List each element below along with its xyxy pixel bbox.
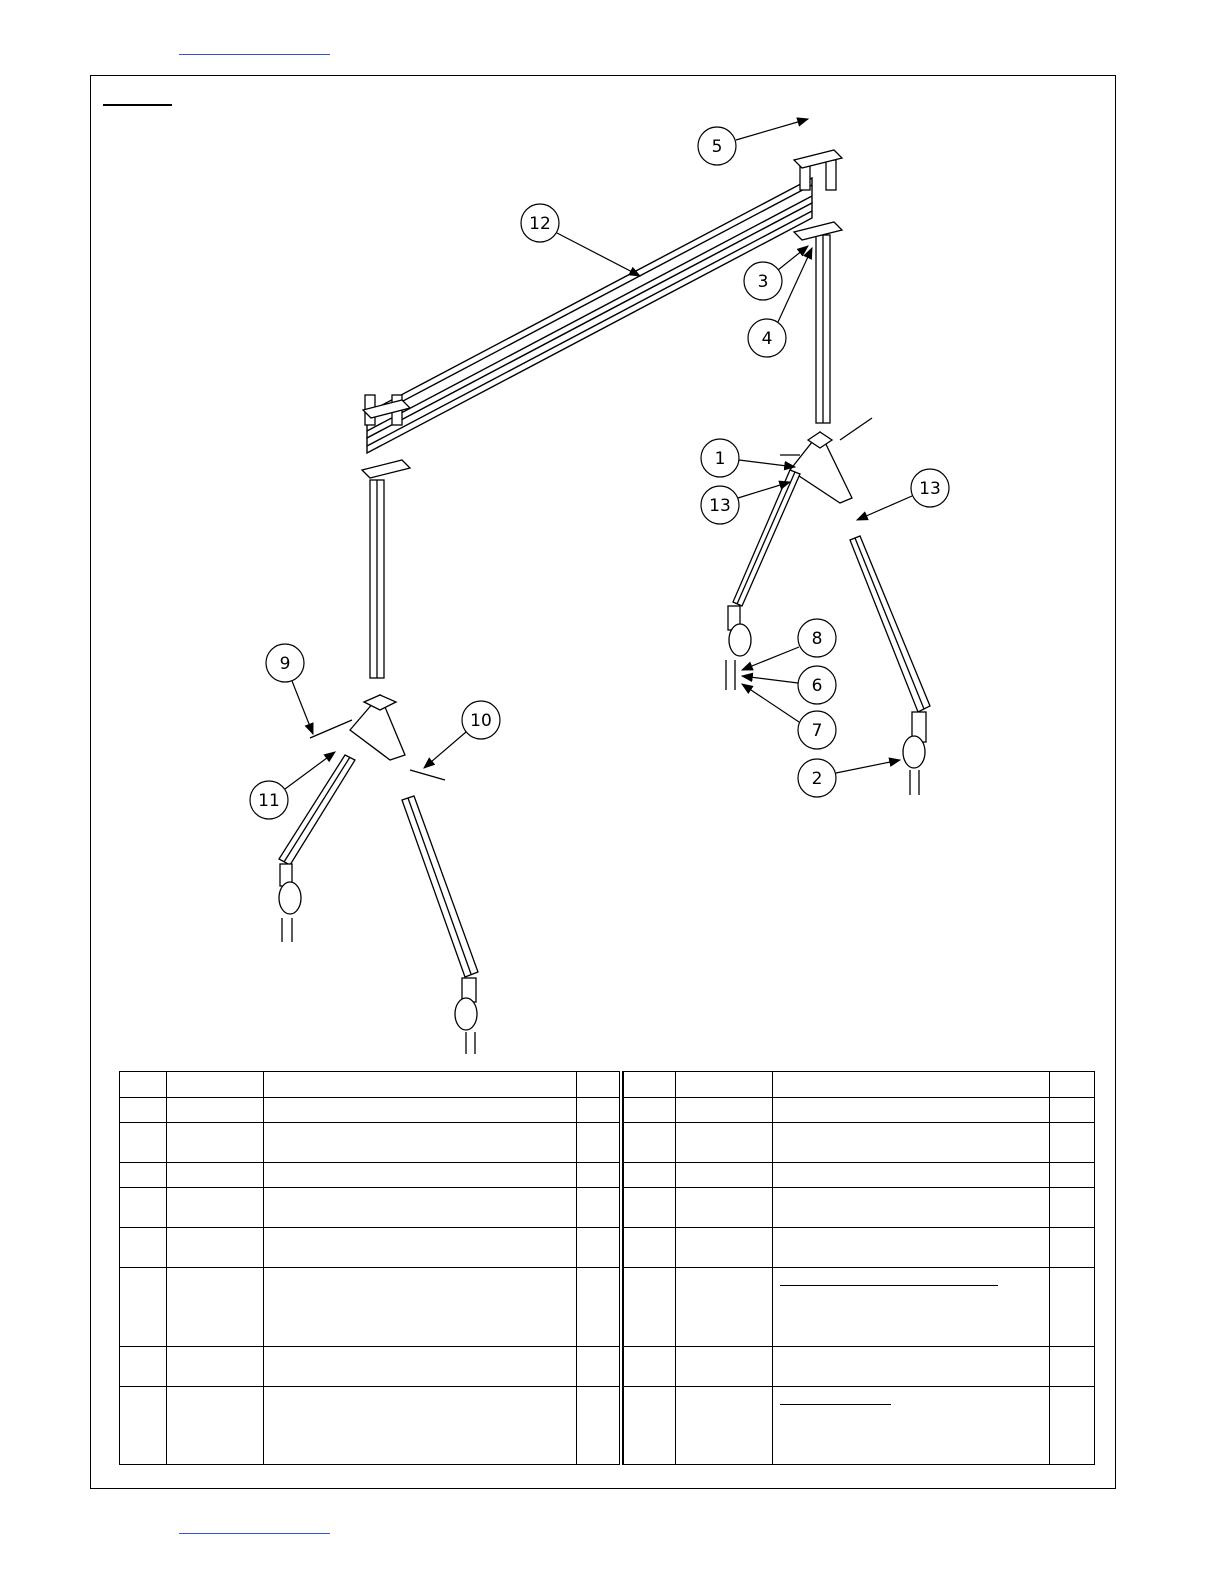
callout-5: [698, 119, 808, 165]
table-header-row: [624, 1072, 1095, 1098]
svg-text:13: 13: [709, 496, 731, 516]
underlined-heading-line: [780, 1285, 998, 1286]
svg-text:5: 5: [711, 137, 723, 157]
svg-text:4: 4: [761, 329, 773, 349]
svg-text:10: 10: [470, 711, 492, 731]
table-row: [120, 1228, 620, 1268]
table-row: [120, 1163, 620, 1188]
callout-1: [701, 439, 795, 477]
table-row: [120, 1188, 620, 1228]
svg-text:3: 3: [757, 272, 769, 292]
table-row: [624, 1163, 1095, 1188]
table-row: [120, 1387, 620, 1465]
parts-table-right: [623, 1071, 1095, 1465]
table-row: [624, 1188, 1095, 1228]
svg-text:8: 8: [811, 629, 823, 649]
underlined-heading-line: [780, 1404, 891, 1405]
svg-text:6: 6: [811, 676, 823, 696]
callout-3: [744, 246, 808, 300]
i-beam: [367, 178, 812, 453]
table-header-row: [120, 1072, 620, 1098]
table-row: [120, 1268, 620, 1347]
table-row: [624, 1268, 1095, 1347]
svg-text:1: 1: [714, 449, 726, 469]
parts-table-left: [119, 1071, 620, 1465]
callout-10: [424, 701, 500, 768]
callout-12: [521, 204, 640, 276]
svg-text:13: 13: [919, 479, 941, 499]
table-row: [624, 1387, 1095, 1465]
table-row: [624, 1228, 1095, 1268]
callout-6: [742, 666, 836, 704]
table-row: [120, 1098, 620, 1123]
svg-text:2: 2: [811, 769, 823, 789]
svg-text:12: 12: [529, 214, 551, 234]
svg-text:7: 7: [811, 721, 823, 741]
table-row: [624, 1098, 1095, 1123]
table-row: [120, 1347, 620, 1387]
svg-text:9: 9: [279, 654, 291, 674]
table-row: [624, 1123, 1095, 1163]
callout-13-right: [857, 469, 949, 520]
svg-text:11: 11: [258, 791, 280, 811]
table-row: [624, 1347, 1095, 1387]
table-row: [120, 1123, 620, 1163]
callout-2: [798, 759, 900, 797]
callout-8: [742, 619, 836, 670]
callout-9: [266, 644, 313, 734]
table-divider: [619, 1071, 623, 1465]
